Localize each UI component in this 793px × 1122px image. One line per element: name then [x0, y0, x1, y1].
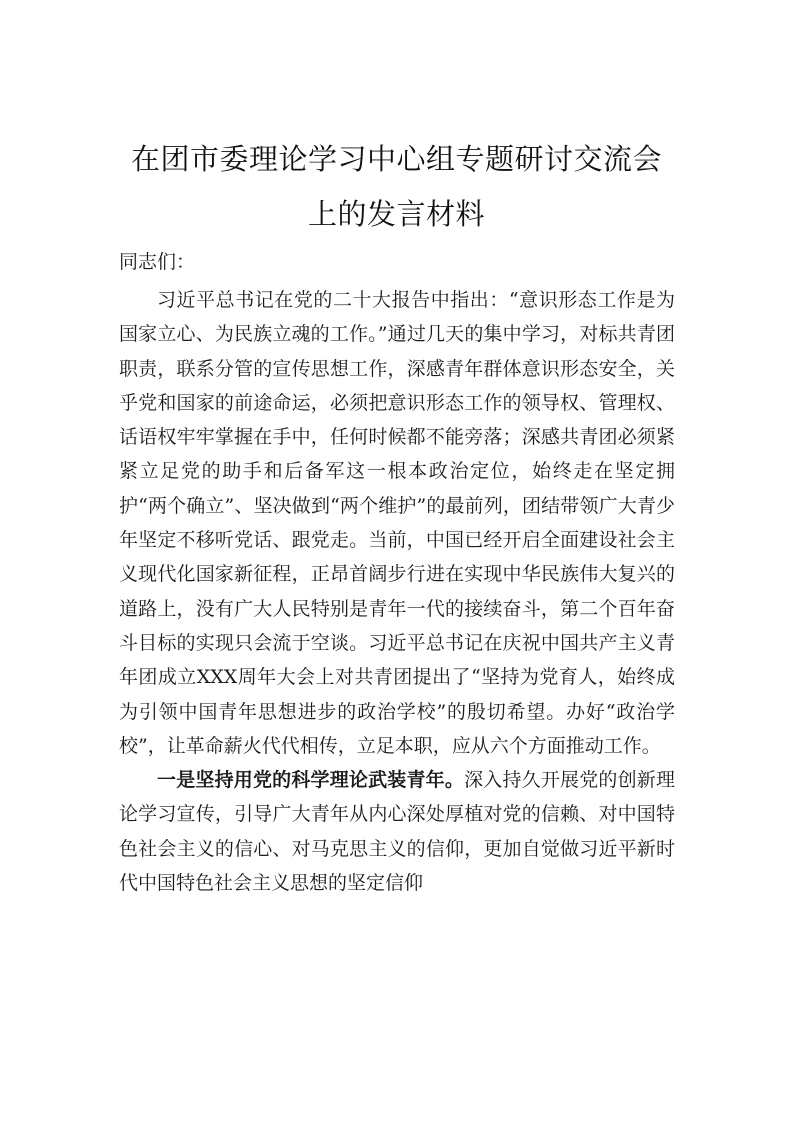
paragraph-point-one-text: 深入持久开展党的创新理论学习宣传，引导广大青年从内心深处厚植对党的信赖、对中国特色社会主义的信心、对马克思主义的信仰，更加自觉做习近平新时代中国特色社会主义思想的坚定信仰	[119, 769, 675, 895]
document-body	[119, 283, 675, 900]
salutation: 同志们：	[119, 251, 196, 273]
paragraph-intro-text: 习近平总书记在党的二十大报告中指出：“意识形态工作是为国家立心、为民族立魂的工作。”通过几天的集中学习，对标共青团职责，联系分管的宣传思想工作，深感青年群体意识形态安全，关乎党和国家的前途命运，必须把意识形态工作的领导权、管理权、话语权牢牢掌握在手中，任何时候都不能旁落；深感共青团必须紧紧立足党的助手和后备军这一根本政治定位，始终走在坚定拥护“两个确立”、坚决做到“两个维护”的最前列，团结带领广大青少年坚定不移听党话、跟党走。当前，中国已经开启全面建设社会主义现代化国家新征程，正昂首阔步行进在实现中华民族伟大复兴的道路上，没有广大人民特别是青年一代的接续奋斗，第二个百年奋斗目标的实现只会流于空谈。习近平总书记在庆祝中国共产主义青年团成立XXX周年大会上对共青团提出了“坚持为党育人，始终成为引领中国青年思想进步的政治学校”的殷切希望。办好“政治学校”，让革命薪火代代相传，立足本职，应从六个方面推动工作。	[119, 289, 675, 757]
paragraph-intro	[119, 283, 675, 763]
paragraph-point-one	[119, 763, 675, 900]
document-title-line-2: 上的发言材料	[307, 197, 485, 231]
document-title-line-1: 在团市委理论学习中心组专题研讨交流会	[130, 142, 662, 176]
paragraph-point-one-heading: 一是坚持用党的科学理论武装青年。	[157, 769, 465, 792]
